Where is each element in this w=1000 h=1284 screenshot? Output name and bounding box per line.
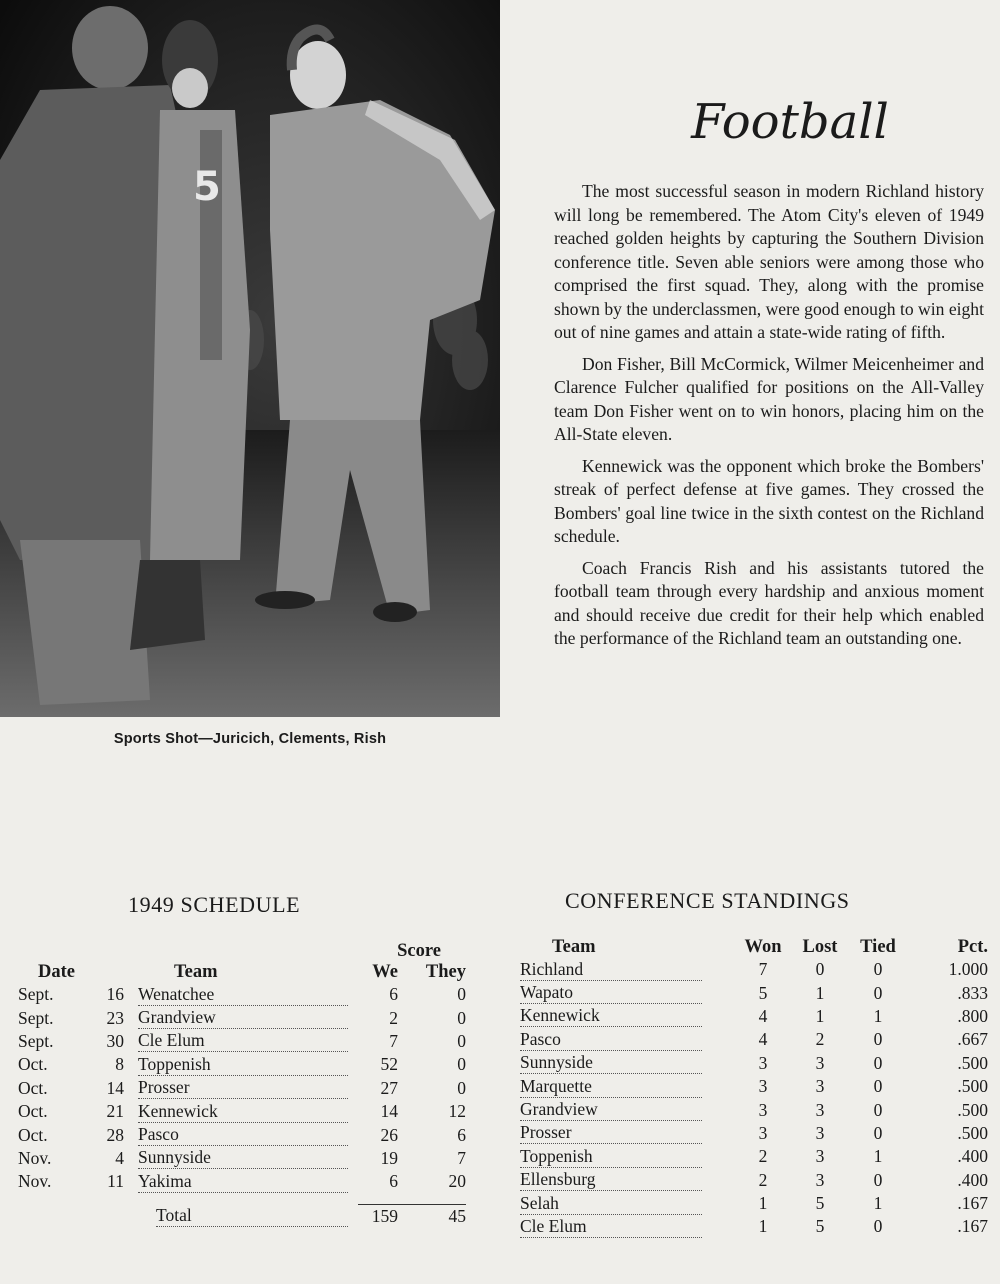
won-cell: 3	[758, 1122, 768, 1143]
team-name: Sunnyside	[138, 1147, 348, 1169]
total-we: 159	[358, 1204, 398, 1228]
day-cell: 11	[107, 1171, 124, 1192]
day-cell: 30	[106, 1030, 124, 1051]
day-cell: 4	[115, 1147, 124, 1168]
we-header: We	[372, 962, 398, 982]
lost-cell: 3	[815, 1076, 825, 1097]
lost-cell: 3	[815, 1099, 825, 1120]
table-row	[520, 1215, 994, 1238]
team-name: Prosser	[138, 1077, 348, 1099]
photo-caption: Sports Shot—Juricich, Clements, Rish	[113, 731, 387, 747]
we-score: 6	[389, 984, 398, 1005]
table-row	[18, 983, 466, 1006]
won-cell: 1	[758, 1193, 768, 1214]
team-header: Team	[552, 937, 596, 957]
we-score: 6	[389, 1171, 398, 1192]
won-cell: 2	[758, 1146, 768, 1167]
tied-cell: 0	[873, 1122, 883, 1143]
they-score: 0	[457, 1030, 466, 1051]
team-name: Toppenish	[138, 1054, 348, 1076]
schedule-header-row	[18, 962, 466, 983]
day-cell: 23	[106, 1007, 124, 1028]
tied-header: Tied	[860, 937, 896, 957]
team-name: Yakima	[138, 1171, 348, 1193]
month-cell: Sept.	[18, 984, 54, 1005]
team-cell	[138, 1053, 358, 1076]
tied-cell: 0	[873, 1099, 883, 1120]
lost-cell: 5	[815, 1216, 825, 1237]
lost-cell: 3	[815, 1122, 825, 1143]
we-score: 2	[389, 1007, 398, 1028]
pct-cell: .500	[957, 1099, 988, 1120]
won-header: Won	[744, 937, 782, 957]
table-row	[520, 1122, 994, 1145]
table-row	[18, 1077, 466, 1100]
team-name: Cle Elum	[520, 1216, 702, 1238]
lost-cell: 0	[815, 959, 825, 980]
month-cell: Oct.	[18, 1124, 48, 1145]
page-title: Football	[691, 94, 889, 150]
tied-cell: 0	[873, 1216, 883, 1237]
table-row	[520, 1145, 994, 1168]
team-name: Toppenish	[520, 1146, 702, 1168]
article-body	[554, 180, 984, 659]
team-cell	[138, 1147, 358, 1170]
tied-cell: 0	[873, 1076, 883, 1097]
day-cell: 8	[115, 1054, 124, 1075]
won-cell: 1	[758, 1216, 768, 1237]
table-row	[520, 1192, 994, 1215]
team-cell	[138, 1100, 358, 1123]
standings-header-row	[520, 937, 994, 958]
team-cell	[520, 958, 734, 981]
day-cell: 14	[106, 1077, 124, 1098]
table-row	[520, 1005, 994, 1028]
team-header: Team	[174, 962, 218, 982]
total-blank	[18, 1204, 138, 1228]
jersey-number: 5	[193, 164, 221, 210]
team-cell	[520, 1075, 734, 1098]
won-cell: 2	[758, 1169, 768, 1190]
they-score: 0	[457, 1007, 466, 1028]
pct-cell: .500	[957, 1052, 988, 1073]
team-cell	[520, 1192, 734, 1215]
tied-cell: 0	[873, 1169, 883, 1190]
table-row	[520, 1098, 994, 1121]
sports-photo	[0, 0, 500, 717]
team-cell	[138, 983, 358, 1006]
table-row	[18, 1053, 466, 1076]
month-cell: Sept.	[18, 1007, 54, 1028]
tied-cell: 1	[873, 1005, 883, 1026]
pct-cell: .800	[957, 1005, 988, 1026]
table-row	[520, 981, 994, 1004]
table-row	[18, 1123, 466, 1146]
team-cell	[520, 1169, 734, 1192]
schedule-table	[18, 941, 466, 1228]
team-cell	[520, 1215, 734, 1238]
won-cell: 3	[758, 1076, 768, 1097]
team-name: Sunnyside	[520, 1052, 702, 1074]
they-header: They	[425, 962, 466, 982]
team-name: Prosser	[520, 1122, 702, 1144]
team-name: Richland	[520, 959, 702, 981]
table-row	[18, 1100, 466, 1123]
tied-cell: 0	[873, 982, 883, 1003]
pct-cell: .167	[957, 1193, 988, 1214]
team-cell	[138, 1030, 358, 1053]
month-cell: Nov.	[18, 1171, 52, 1192]
table-row	[520, 1169, 994, 1192]
total-row	[18, 1204, 466, 1228]
team-name: Cle Elum	[138, 1030, 348, 1052]
lost-cell: 1	[815, 1005, 825, 1026]
team-cell	[520, 1145, 734, 1168]
pct-cell: .167	[957, 1216, 988, 1237]
they-score: 0	[457, 1077, 466, 1098]
team-cell	[520, 1005, 734, 1028]
they-score: 7	[457, 1147, 466, 1168]
they-score: 6	[457, 1124, 466, 1145]
article-paragraph: Don Fisher, Bill McCormick, Wilmer Meicenheimer and Clarence Fulcher qualified for positions on the All-Valley team Don Fisher went on to win honors, placing him on the All-State eleven.	[554, 353, 984, 444]
lost-cell: 1	[815, 982, 825, 1003]
team-name: Wenatchee	[138, 984, 348, 1006]
they-score: 0	[457, 1054, 466, 1075]
team-name: Pasco	[520, 1029, 702, 1051]
tied-cell: 0	[873, 1029, 883, 1050]
we-score: 14	[380, 1101, 398, 1122]
lost-cell: 3	[815, 1146, 825, 1167]
won-cell: 4	[758, 1005, 768, 1026]
pct-header: Pct.	[957, 937, 988, 957]
article-paragraph: Coach Francis Rish and his assistants tutored the football team through every hardship and anxious moment and should receive due credit for their help which enabled the performance of the Richland team an outstanding one.	[554, 557, 984, 648]
article-paragraph: Kennewick was the opponent which broke the Bombers' streak of perfect defense at five games. They crossed the Bombers' goal line twice in the sixth contest on the Richland schedule.	[554, 455, 984, 546]
pct-cell: .400	[957, 1169, 988, 1190]
spacer-row	[18, 1194, 466, 1205]
team-name: Ellensburg	[520, 1169, 702, 1191]
we-score: 26	[380, 1124, 398, 1145]
table-row	[18, 1170, 466, 1193]
won-cell: 3	[758, 1099, 768, 1120]
total-cell	[138, 1204, 358, 1228]
tied-cell: 0	[873, 959, 883, 980]
team-name: Grandview	[520, 1099, 702, 1121]
team-cell	[520, 1028, 734, 1051]
standings-table	[520, 937, 994, 1239]
pct-cell: .500	[957, 1076, 988, 1097]
they-score: 12	[448, 1101, 466, 1122]
team-name: Grandview	[138, 1007, 348, 1029]
won-cell: 7	[758, 959, 768, 980]
they-score: 20	[448, 1171, 466, 1192]
date-header: Date	[38, 962, 75, 982]
tied-cell: 0	[873, 1052, 883, 1073]
day-cell: 21	[106, 1101, 124, 1122]
schedule-heading: 1949 SCHEDULE	[128, 892, 301, 917]
day-cell: 28	[106, 1124, 124, 1145]
month-cell: Oct.	[18, 1054, 48, 1075]
we-score: 19	[380, 1147, 398, 1168]
table-row	[520, 1075, 994, 1098]
month-cell: Oct.	[18, 1101, 48, 1122]
photo-illustration	[0, 0, 500, 717]
lost-cell: 5	[815, 1193, 825, 1214]
team-name: Selah	[520, 1193, 702, 1215]
we-score: 52	[380, 1054, 398, 1075]
table-row	[520, 1028, 994, 1051]
table-row	[520, 1052, 994, 1075]
we-score: 7	[389, 1030, 398, 1051]
pct-cell: .400	[957, 1146, 988, 1167]
table-row	[18, 1147, 466, 1170]
team-cell	[138, 1123, 358, 1146]
lost-header: Lost	[802, 937, 838, 957]
schedule-score-header-row	[18, 941, 466, 962]
team-name: Wapato	[520, 982, 702, 1004]
spacer-cell	[18, 1194, 466, 1205]
total-they: 45	[398, 1204, 466, 1228]
team-cell	[520, 1052, 734, 1075]
team-name: Kennewick	[520, 1005, 702, 1027]
lost-cell: 2	[815, 1029, 825, 1050]
team-cell	[138, 1077, 358, 1100]
tied-cell: 1	[873, 1193, 883, 1214]
team-name: Kennewick	[138, 1101, 348, 1123]
score-header: Score	[397, 941, 441, 961]
team-cell	[520, 1122, 734, 1145]
team-cell	[520, 1098, 734, 1121]
standings-heading: CONFERENCE STANDINGS	[565, 888, 850, 913]
table-row	[520, 958, 994, 981]
month-cell: Sept.	[18, 1030, 54, 1051]
team-cell	[138, 1170, 358, 1193]
tied-cell: 1	[873, 1146, 883, 1167]
won-cell: 5	[758, 982, 768, 1003]
pct-cell: .667	[957, 1029, 988, 1050]
article-paragraph: The most successful season in modern Richland history will long be remembered. The Atom City's eleven of 1949 reached golden heights by capturing the Southern Division conference title. Seven able seniors were among those who comprised the first squad. They, along with the promise shown by the underclassmen, were good enough to win eight out of nine games and attain a state-wide rating of fifth.	[554, 181, 984, 342]
month-cell: Oct.	[18, 1077, 48, 1098]
they-score: 0	[457, 984, 466, 1005]
team-cell	[520, 981, 734, 1004]
won-cell: 3	[758, 1052, 768, 1073]
team-name: Pasco	[138, 1124, 348, 1146]
pct-cell: 1.000	[948, 959, 988, 980]
month-cell: Nov.	[18, 1147, 52, 1168]
day-cell: 16	[106, 984, 124, 1005]
team-cell	[138, 1006, 358, 1029]
pct-cell: .500	[957, 1122, 988, 1143]
pct-cell: .833	[957, 982, 988, 1003]
lost-cell: 3	[815, 1052, 825, 1073]
total-label: Total	[156, 1205, 348, 1227]
team-name: Marquette	[520, 1076, 702, 1098]
won-cell: 4	[758, 1029, 768, 1050]
we-score: 27	[380, 1077, 398, 1098]
lost-cell: 3	[815, 1169, 825, 1190]
table-row	[18, 1030, 466, 1053]
table-row	[18, 1006, 466, 1029]
